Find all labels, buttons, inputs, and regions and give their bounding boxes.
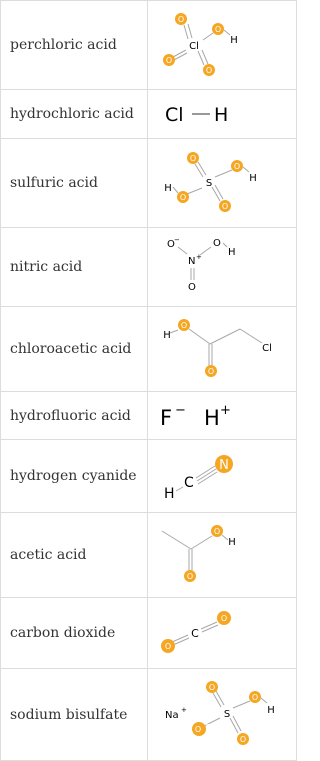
atom-label: O bbox=[208, 683, 216, 692]
atom-label: C bbox=[191, 627, 199, 640]
charge-label: + bbox=[220, 403, 231, 418]
chloroacetic-acid-structure bbox=[148, 307, 296, 391]
table-row bbox=[1, 90, 297, 139]
table-row bbox=[1, 598, 297, 669]
table-row bbox=[1, 392, 297, 440]
atom-label: O bbox=[165, 56, 173, 65]
compound-name: hydrogen cyanide bbox=[1, 440, 148, 513]
atom-label: O bbox=[194, 725, 202, 734]
compound-name: sulfuric acid bbox=[1, 139, 148, 228]
compound-name: perchloric acid bbox=[1, 1, 148, 90]
atom-label: H bbox=[164, 486, 175, 502]
atom-label: Cl bbox=[262, 343, 272, 354]
bonds bbox=[170, 329, 262, 367]
atom-label: S bbox=[205, 178, 213, 189]
carbon-dioxide-structure bbox=[148, 598, 296, 668]
atom-label: H bbox=[164, 183, 172, 194]
atom-label: O bbox=[220, 614, 228, 623]
atom-label: O bbox=[205, 66, 213, 75]
atom-label: H bbox=[163, 330, 171, 341]
acetic-acid-structure bbox=[148, 513, 296, 597]
structure-cell bbox=[148, 392, 297, 440]
structure-cell bbox=[148, 440, 297, 513]
table-row bbox=[1, 440, 297, 513]
nitric-acid-structure bbox=[148, 228, 296, 306]
atom-label: O bbox=[213, 238, 221, 249]
atom-label: O bbox=[213, 527, 221, 536]
structure-cell bbox=[148, 307, 297, 392]
hydrofluoric-acid-structure bbox=[148, 392, 296, 439]
atom-label: O bbox=[221, 202, 229, 211]
atom-label: O bbox=[180, 321, 188, 330]
atom-label: O bbox=[207, 367, 215, 376]
atom-label: O bbox=[188, 282, 196, 293]
table-row bbox=[1, 307, 297, 392]
sodium-bisulfate-structure bbox=[148, 669, 296, 760]
atom-label: O bbox=[251, 693, 259, 702]
compound-name: sodium bisulfate bbox=[1, 669, 148, 761]
atom-label: H bbox=[228, 247, 236, 258]
compound-name: hydrofluoric acid bbox=[1, 392, 148, 440]
charge-label: − bbox=[204, 720, 211, 729]
charge-label: − bbox=[175, 403, 186, 418]
atom-label: Cl bbox=[189, 41, 199, 52]
atom-label: O bbox=[189, 154, 197, 163]
structure-cell bbox=[148, 90, 297, 139]
atom-label: O bbox=[164, 642, 172, 651]
atom-label: O bbox=[179, 193, 187, 202]
structure-cell bbox=[148, 228, 297, 307]
atom-label: O bbox=[177, 15, 185, 24]
atom-label: H bbox=[204, 406, 220, 430]
bonds bbox=[162, 531, 228, 571]
atom-label: O bbox=[233, 162, 241, 171]
atom-label: S bbox=[223, 709, 231, 720]
atom-label: Cl bbox=[165, 104, 184, 126]
compound-name: chloroacetic acid bbox=[1, 307, 148, 392]
perchloric-acid-structure bbox=[148, 1, 296, 89]
table-row bbox=[1, 228, 297, 307]
atom-label: H bbox=[230, 35, 238, 46]
compound-name: hydrochloric acid bbox=[1, 90, 148, 139]
atom-label: H bbox=[267, 705, 275, 716]
table-row bbox=[1, 139, 297, 228]
atom-label: N bbox=[219, 458, 229, 473]
hydrochloric-acid-structure bbox=[148, 90, 296, 138]
atom-label: H bbox=[214, 104, 229, 126]
table-row bbox=[1, 669, 297, 761]
atom-label: F bbox=[160, 406, 173, 430]
atom-label: H bbox=[228, 537, 236, 548]
atom-label: N bbox=[188, 256, 196, 267]
atom-label: O bbox=[214, 25, 222, 34]
atom-label: O bbox=[167, 239, 175, 250]
compound-name: nitric acid bbox=[1, 228, 148, 307]
structure-cell bbox=[148, 598, 297, 669]
charge-label: + bbox=[181, 706, 187, 714]
compound-name: acetic acid bbox=[1, 513, 148, 598]
structure-cell bbox=[148, 1, 297, 90]
structure-cell bbox=[148, 669, 297, 761]
atom-label: Na bbox=[165, 710, 179, 721]
atom-label: C bbox=[184, 475, 194, 491]
table-row bbox=[1, 1, 297, 90]
atom-label: H bbox=[249, 173, 257, 184]
sulfuric-acid-structure bbox=[148, 139, 296, 227]
compound-name: carbon dioxide bbox=[1, 598, 148, 669]
charge-label: + bbox=[196, 253, 202, 261]
atom-label: O bbox=[186, 572, 194, 581]
atom-label: O bbox=[239, 735, 247, 744]
structure-cell bbox=[148, 139, 297, 228]
structure-cell bbox=[148, 513, 297, 598]
table-row bbox=[1, 513, 297, 598]
hydrogen-cyanide-structure bbox=[148, 440, 296, 512]
charge-label: − bbox=[174, 236, 180, 244]
